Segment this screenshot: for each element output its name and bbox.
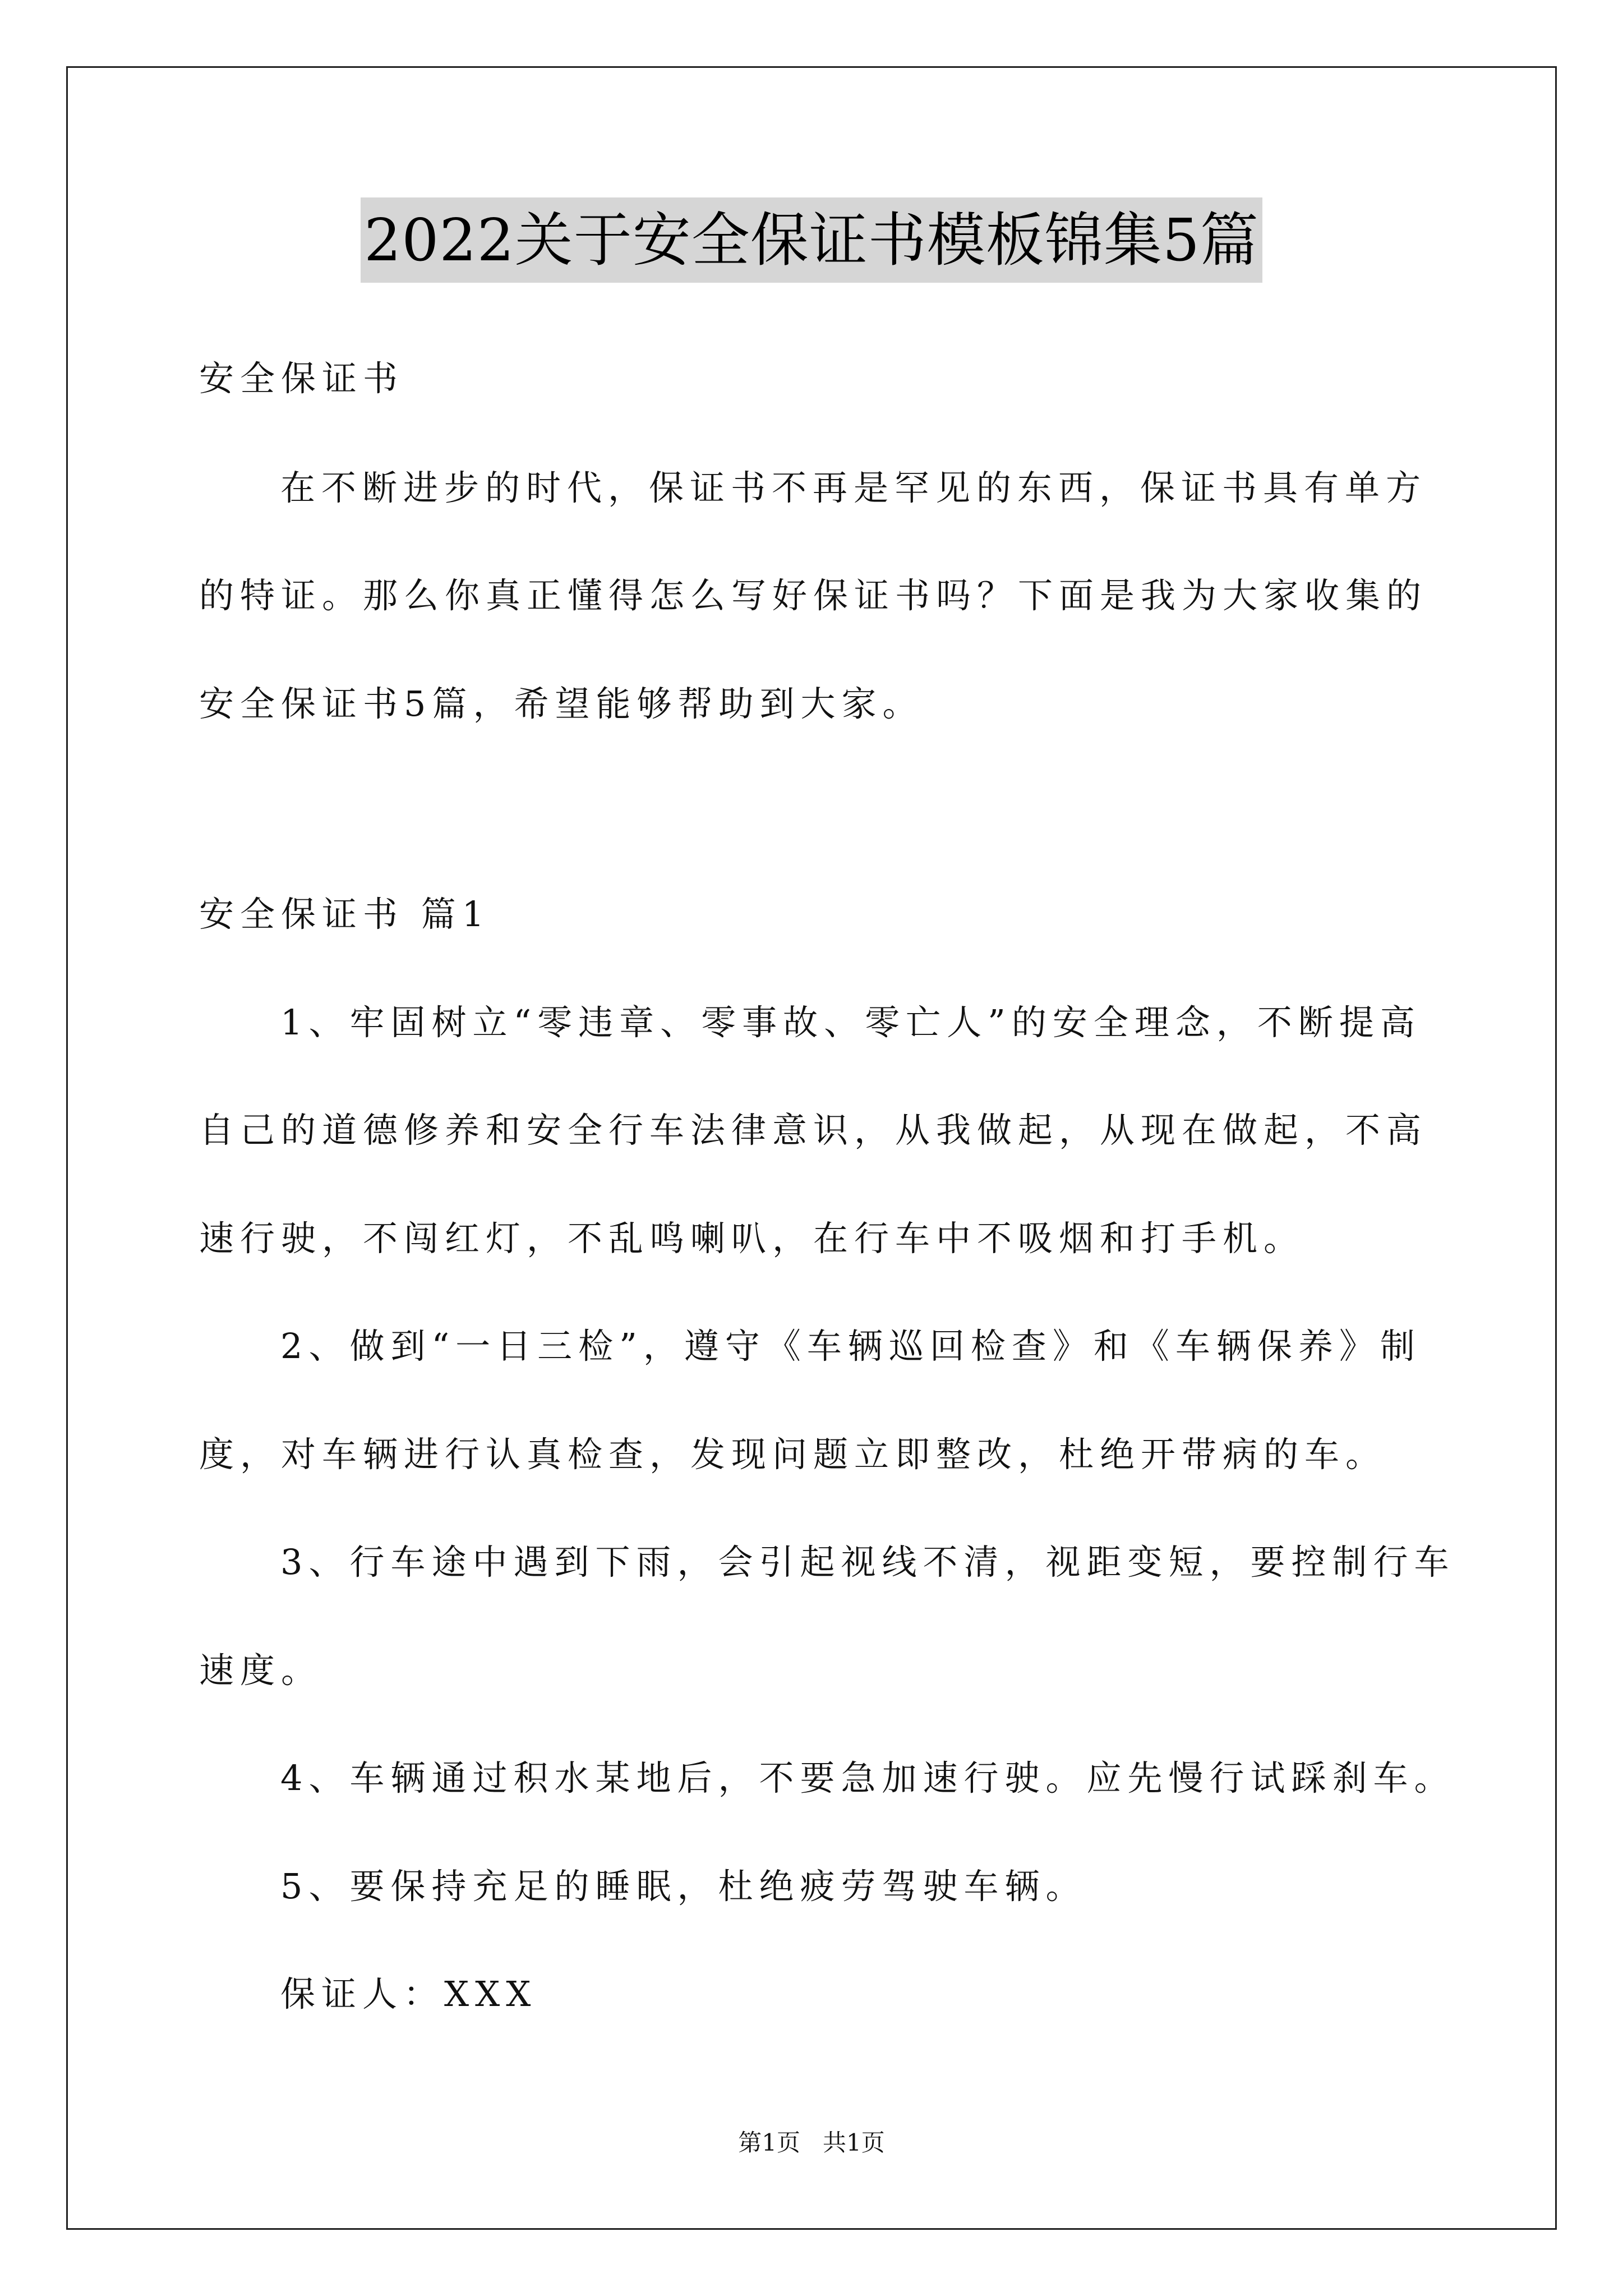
item-3-line-2: 速度。 <box>199 1650 322 1691</box>
article-heading: 安全保证书 篇1 <box>199 894 491 935</box>
intro-paragraph-line-3: 安全保证书5篇，希望能够帮助到大家。 <box>199 683 924 724</box>
page-number-footer: 第1页 共1页 <box>738 2129 885 2156</box>
document-title: 2022关于安全保证书模板锦集5篇 <box>361 197 1262 283</box>
item-1-line-3: 速行驶，不闯红灯，不乱鸣喇叭，在行车中不吸烟和打手机。 <box>199 1218 1305 1259</box>
item-2-line-2: 度，对车辆进行认真检查，发现问题立即整改，杜绝开带病的车。 <box>199 1434 1387 1475</box>
intro-paragraph-line-2: 的特证。那么你真正懂得怎么写好保证书吗？下面是我为大家收集的 <box>199 575 1428 616</box>
item-3-line-1: 3、行车途中遇到下雨，会引起视线不清，视距变短，要控制行车 <box>280 1542 1455 1582</box>
guarantor-line: 保证人：XXX <box>280 1973 537 2014</box>
item-5-line: 5、要保持充足的睡眠，杜绝疲劳驾驶车辆。 <box>280 1866 1087 1907</box>
item-2-line-1: 2、做到“一日三检”，遵守《车辆巡回检查》和《车辆保养》制 <box>280 1326 1421 1366</box>
intro-paragraph-line-1: 在不断进步的时代，保证书不再是罕见的东西，保证书具有单方 <box>280 467 1427 508</box>
document-title-container <box>0 197 1623 283</box>
item-4-line: 4、车辆通过积水某地后，不要急加速行驶。应先慢行试踩刹车。 <box>280 1757 1455 1798</box>
section-heading: 安全保证书 <box>199 358 404 399</box>
item-1-line-1: 1、牢固树立“零违章、零事故、零亡人”的安全理念，不断提高 <box>280 1002 1421 1043</box>
item-1-line-2: 自己的道德修养和安全行车法律意识，从我做起，从现在做起，不高 <box>199 1110 1428 1151</box>
